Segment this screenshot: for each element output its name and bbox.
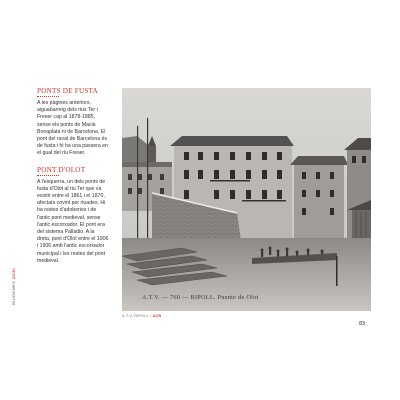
section-title: PONT D'OLOT bbox=[37, 165, 86, 174]
historic-photograph bbox=[122, 88, 371, 311]
page-number: 83 bbox=[359, 321, 366, 327]
section-ponts-de-fusta bbox=[37, 87, 109, 158]
section-divider bbox=[37, 175, 59, 176]
section-body: A les pàgines anteriors, aiguabarreig dels rius Ter i Freser cap al 1878-1885, sense els ponts de Macià Bonaplata ni de Barcelona. El pont del raval de Barcelona és de fusta i hi ha una passera en el gual del riu Freser. bbox=[37, 100, 108, 157]
section-title: PONTS DE FUSTA bbox=[37, 87, 98, 95]
photo-illustration bbox=[122, 88, 371, 311]
text-column bbox=[37, 87, 109, 273]
credit-brand: ACR bbox=[152, 314, 162, 318]
credit-prefix: A.T.V. RIPOLL / bbox=[122, 314, 153, 318]
photo-credit bbox=[122, 314, 161, 318]
side-label-prefix: RIUDEMES bbox=[11, 280, 16, 305]
section-body: A l'esquerra, un dels ponts de fusta d'Olot al riu Ter que va existir entre el 1861 i el 1870, afectats covint per riuades. Hi ha restes d'adoberies i de l'antic pont medieval, sense l'antic escorxador. El pont era del sistema Palladio. A la dreta, pont d'Olot entre el 1906 i 1906 amb l'antic escorxador municipal i les restes del pont medieval. bbox=[37, 178, 109, 264]
section-divider bbox=[37, 96, 59, 97]
section-pont-d-olot bbox=[37, 166, 109, 265]
side-running-label bbox=[11, 268, 16, 305]
side-label-brand: ACSI bbox=[11, 267, 16, 280]
photo-inscription: A.T.V. — 760 — RIPOLL. Puente de Olot bbox=[142, 294, 259, 301]
